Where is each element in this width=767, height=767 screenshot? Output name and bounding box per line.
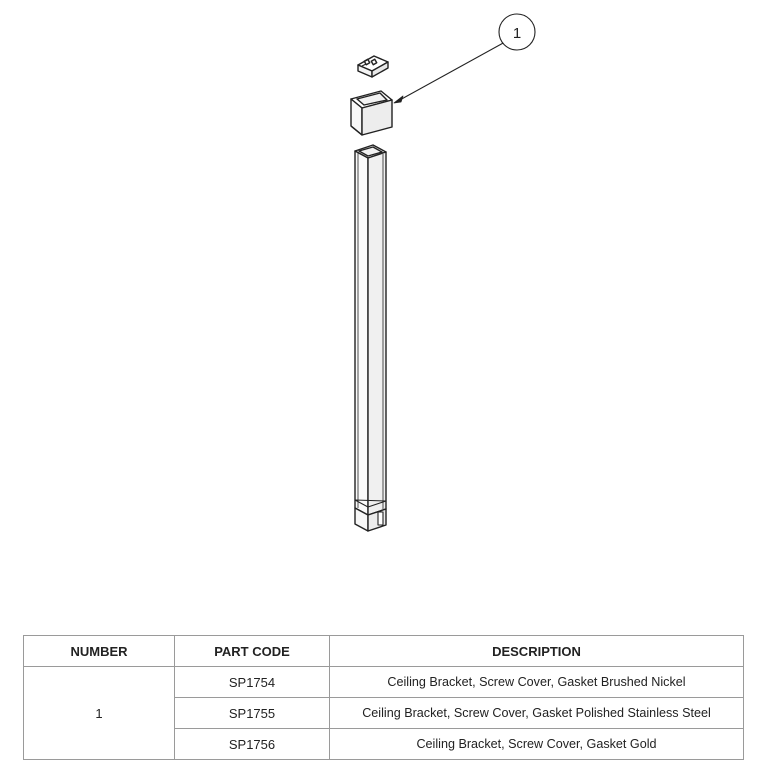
- header-part-code: PART CODE: [175, 636, 330, 667]
- part-code-cell: SP1754: [175, 667, 330, 698]
- item-number-cell: 1: [24, 667, 175, 760]
- table-row: [24, 667, 744, 698]
- callout-leader-line: [398, 42, 505, 101]
- header-description: DESCRIPTION: [330, 636, 744, 667]
- part-code-cell: SP1756: [175, 729, 330, 760]
- description-cell: Ceiling Bracket, Screw Cover, Gasket Polished Stainless Steel: [330, 698, 744, 729]
- parts-table: [23, 635, 744, 760]
- table-header-row: [24, 636, 744, 667]
- callout-number: 1: [512, 25, 522, 42]
- part-code-cell: SP1755: [175, 698, 330, 729]
- description-cell: Ceiling Bracket, Screw Cover, Gasket Brushed Nickel: [330, 667, 744, 698]
- pole-tube-part: [355, 145, 386, 531]
- gasket-part: [358, 56, 388, 77]
- description-cell: Ceiling Bracket, Screw Cover, Gasket Gold: [330, 729, 744, 760]
- header-number: NUMBER: [24, 636, 175, 667]
- callout-arrowhead: [394, 96, 403, 103]
- ceiling-bracket-part: [351, 91, 392, 135]
